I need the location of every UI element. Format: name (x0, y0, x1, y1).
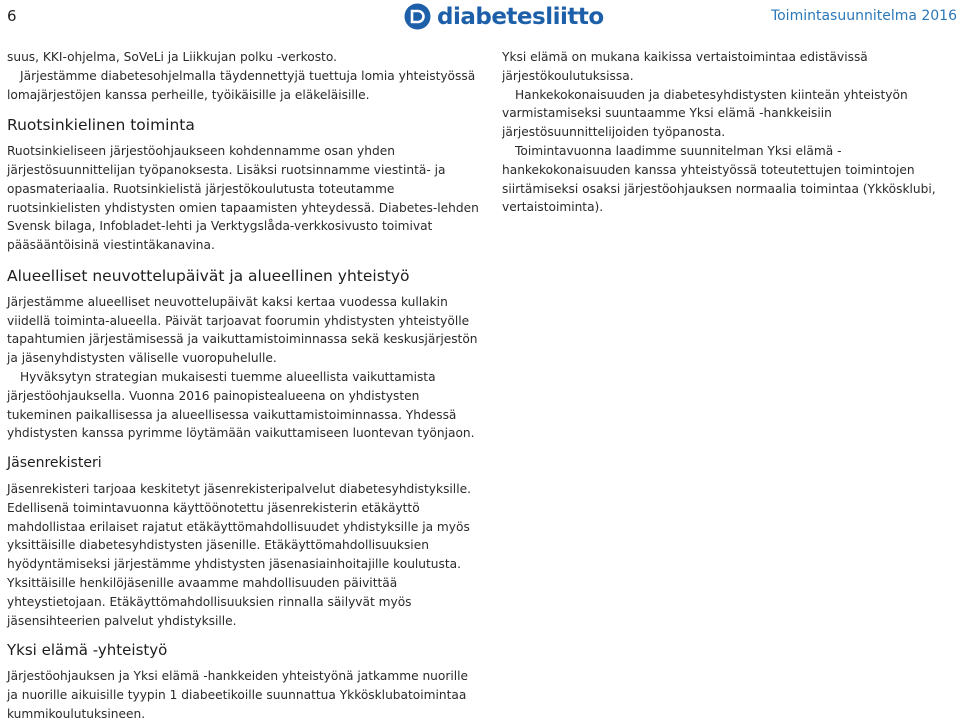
paragraph: Ruotsinkieliseen järjestöohjaukseen kohdennamme osan yhden järjestösuunnittelijan työpanoksesta. Lisäksi ruotsinnamme viestintä- ja opasmateriaalia. Ruotsinkielistä järjestökoulutusta toteutamme ruotsinkielisten yhdistysten omien tapaamisten yhteydessä. Diabetes-lehden Svensk bilaga, Infobladet-lehti ja Verktygslåda-verkkosivusto toimivat pääsääntöisinä viestintäkanavina. (7, 144, 479, 253)
document-title: Toimintasuunnitelma 2016 (770, 8, 957, 24)
diabetesliitto-logo-icon (404, 3, 431, 30)
section-heading: Alueelliset neuvottelupäivät ja alueellinen yhteistyö (7, 266, 410, 285)
paragraph: Järjestämme alueelliset neuvottelupäivät kaksi kertaa vuodessa kullakin viidellä toiminta-alueella. Päivät tarjoavat foorumin yhdistysten yhteistyölle tapahtumien järjestämisessä ja vaikuttamistoiminnassa sekä keskusjärjestön ja jäsenyhdistysten väliselle vuoropuhelulle. (7, 294, 478, 366)
page-header (0, 0, 960, 40)
logo-text: diabetesliitto (437, 3, 604, 30)
left-column (7, 48, 479, 724)
paragraph: Hankekokonaisuuden ja diabetesyhdistysten kiinteän yhteistyön varmistamiseksi suuntaamme Yksi elämä -hankkeisiin järjestösuunnittelijoiden työpanosta. (502, 87, 908, 140)
paragraph: Jäsenrekisteri tarjoaa keskitetyt jäsenrekisteripalvelut diabetesyhdistyksille. Edellisenä toimintavuonna käyttöönotettu jäsenrekisterin etäkäyttö mahdollistaa erilaiset rajatut etäkäyttömahdollisuudet yhdistyksille ja myös yksittäisille diabetesyhdistysten jäsenille. Etäkäyttömahdollisuuksien hyödyntämiseksi järjestämme yhdistysten jäsenasiainhoitajille koulutusta. Yksittäisille henkilöjäsenille avaamme mahdollisuuden päivittää yhteystietojaan. Etäkäyttömahdollisuuksien rinnalla säilyvät myös jäsensihteerien palvelut yhdistyksille. (7, 481, 471, 628)
paragraph: Järjestöohjauksen ja Yksi elämä -hankkeiden yhteistyönä jatkamme nuorille ja nuorille aikuisille tyypin 1 diabeetikoille suunnattua Ykkösklubatoimintaa kummikoulutuksineen. (7, 669, 469, 721)
right-column (502, 48, 954, 217)
paragraph: Toimintavuonna laadimme suunnitelman Yksi elämä -hankekokonaisuuden kanssa yhteistyössä toteutettujen toimintojen siirtämiseksi osaksi järjestöohjauksen normaalia toimintaa (Ykkösklubi, vertaistoiminta). (502, 143, 936, 215)
section-heading: Yksi elämä -yhteistyö (7, 641, 168, 660)
paragraph: Järjestämme diabetesohjelmalla täydennettyjä tuettuja lomia yhteistyössä lomajärjestöjen kanssa perheille, työikäisille ja eläkeläisille. (7, 68, 476, 102)
paragraph: Hyväksytyn strategian mukaisesti tuemme alueellista vaikuttamista järjestöohjauksella. Vuonna 2016 painopistealueena on yhdistysten tukeminen paikallisessa ja alueellisessa vaikuttamistoiminnassa. Yhdessä yhdistysten kanssa pyrimme löytämään vaikuttamiseen luontevan työnjaon. (7, 369, 475, 441)
logo (404, 3, 604, 30)
section-heading: Ruotsinkielinen toiminta (7, 116, 195, 135)
paragraph: suus, KKI-ohjelma, SoVeLi ja Liikkujan polku -verkosto. (7, 50, 337, 64)
paragraph: Yksi elämä on mukana kaikissa vertaistoimintaa edistävissä järjestökoulutuksissa. (502, 50, 868, 83)
section-heading: Jäsenrekisteri (7, 455, 102, 472)
page-number: 6 (7, 7, 17, 25)
